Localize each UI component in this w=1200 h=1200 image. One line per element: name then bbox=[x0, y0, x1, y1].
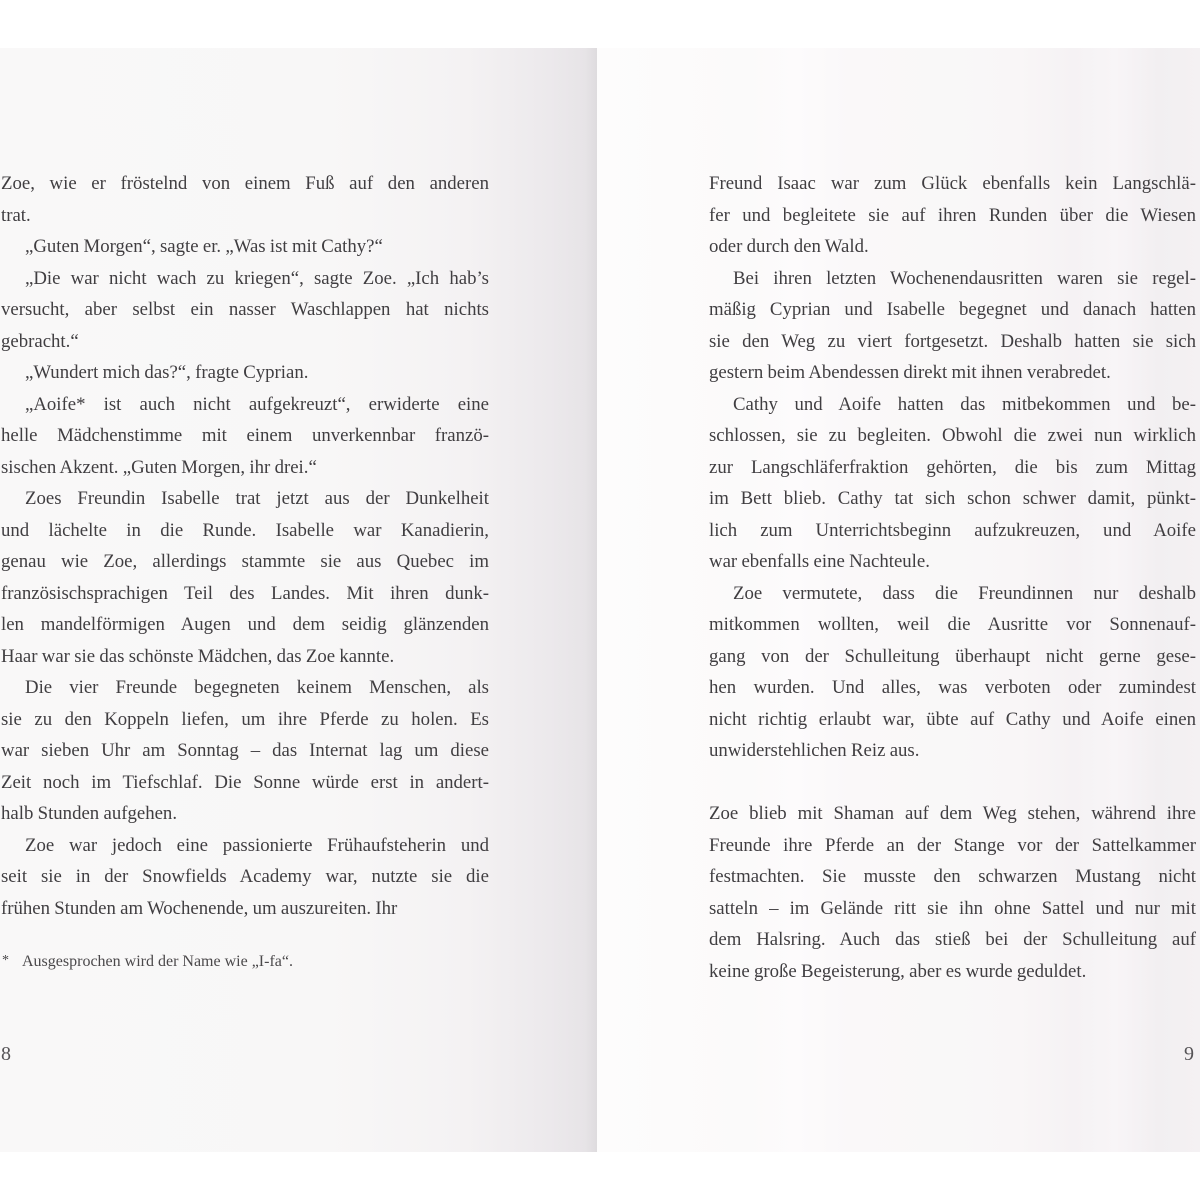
right-page bbox=[597, 48, 1200, 1152]
paragraph bbox=[1, 389, 489, 484]
text-line: „Aoife* ist auch nicht aufgekreuzt“, erwiderte eine bbox=[25, 393, 489, 415]
text-line: versucht, aber selbst ein nasser Waschlappen hat nichts bbox=[1, 299, 489, 320]
text-line: Haar war sie das schönste Mädchen, das Zoe kannte. bbox=[1, 645, 395, 667]
text-line: schlossen, sie zu begleiten. Obwohl die zwei nun wirklich bbox=[709, 425, 1196, 446]
paragraph bbox=[709, 389, 1196, 578]
paragraph bbox=[709, 168, 1196, 263]
text-line: Cathy und Aoife hatten das mitbekommen und be- bbox=[733, 393, 1196, 415]
book-spread-photo bbox=[0, 48, 1200, 1152]
paragraph bbox=[1, 830, 489, 925]
text-line: Freund Isaac war zum Glück ebenfalls kein Langschlä- bbox=[709, 173, 1196, 194]
text-line: hen wurden. Und alles, was verboten oder zumindest bbox=[709, 677, 1196, 698]
text-line: genau wie Zoe, allerdings stammte sie aus Quebec im bbox=[1, 551, 489, 572]
text-line: fer und begleitete sie auf ihren Runden über die Wiesen bbox=[709, 204, 1196, 226]
text-line: und lächelte in die Runde. Isabelle war Kanadierin, bbox=[1, 519, 489, 541]
paragraph bbox=[1, 483, 489, 672]
footnote-marker: * bbox=[2, 953, 9, 968]
text-line: oder durch den Wald. bbox=[709, 236, 869, 257]
text-line: Bei ihren letzten Wochenendausritten waren sie regel- bbox=[733, 267, 1196, 289]
text-line: sie zu den Koppeln liefen, um ihre Pferde zu holen. Es bbox=[1, 708, 489, 730]
right-page-number: 9 bbox=[1184, 1043, 1194, 1065]
paragraph bbox=[1, 263, 489, 358]
text-line: lich zum Unterrichtsbeginn aufzukreuzen, und Aoife bbox=[709, 519, 1196, 541]
text-line: halb Stunden aufgehen. bbox=[1, 803, 178, 824]
text-line: gebracht.“ bbox=[1, 330, 79, 352]
text-line: len mandelförmigen Augen und dem seidig glänzenden bbox=[1, 614, 489, 635]
text-line: Freunde ihre Pferde an der Stange vor der Sattelkammer bbox=[709, 834, 1196, 856]
text-line: zur Langschläferfraktion gehörten, die bis zum Mittag bbox=[709, 456, 1196, 478]
text-line: „Guten Morgen“, sagte er. „Was ist mit Cathy?“ bbox=[25, 236, 383, 257]
text-line: dem Halsring. Auch das stieß bei der Schulleitung auf bbox=[709, 929, 1196, 950]
text-line: im Bett blieb. Cathy tat sich schon schwer damit, pünkt- bbox=[709, 488, 1196, 509]
text-line: sischen Akzent. „Guten Morgen, ihr drei.“ bbox=[1, 456, 317, 478]
paragraph bbox=[1, 357, 489, 389]
text-line: gang von der Schulleitung überhaupt nicht gerne gese- bbox=[709, 645, 1196, 667]
text-line: nicht richtig erlaubt war, übte auf Cathy und Aoife einen bbox=[709, 708, 1196, 730]
right-page-text bbox=[709, 168, 1196, 987]
text-line: „Die war nicht wach zu kriegen“, sagte Zoe. „Ich hab’s bbox=[25, 267, 489, 289]
text-line: satteln – im Gelände ritt sie ihn ohne Sattel und nur mit bbox=[709, 897, 1196, 919]
left-page bbox=[0, 48, 597, 1152]
text-line: mäßig Cyprian und Isabelle begegnet und danach hatten bbox=[709, 299, 1196, 320]
text-line: Zoe war jedoch eine passionierte Frühaufsteherin und bbox=[25, 834, 489, 856]
text-line: unwiderstehlichen Reiz aus. bbox=[709, 740, 920, 761]
text-line: trat. bbox=[1, 204, 31, 226]
text-line: gestern beim Abendessen direkt mit ihnen verabredet. bbox=[709, 362, 1111, 383]
text-line: französischsprachigen Teil des Landes. Mit ihren dunk- bbox=[1, 582, 489, 604]
text-line: festmachten. Sie musste den schwarzen Mustang nicht bbox=[709, 866, 1196, 887]
paragraph bbox=[709, 798, 1196, 987]
text-line: frühen Stunden am Wochenende, um auszureiten. Ihr bbox=[1, 897, 398, 919]
text-line: war ebenfalls eine Nachteule. bbox=[709, 551, 930, 572]
text-line: Zoes Freundin Isabelle trat jetzt aus der Dunkelheit bbox=[25, 488, 489, 509]
text-line: Zeit noch im Tiefschlaf. Die Sonne würde erst in andert- bbox=[1, 771, 489, 793]
text-line: war sieben Uhr am Sonntag – das Internat lag um diese bbox=[1, 740, 489, 761]
text-line: helle Mädchenstimme mit einem unverkennbar franzö- bbox=[1, 425, 489, 446]
text-line: sie den Weg zu viert fortgesetzt. Deshalb hatten sie sich bbox=[709, 330, 1196, 352]
footnote-text: Ausgesprochen wird der Name wie „I-fa“. bbox=[22, 953, 293, 970]
text-line: mitkommen wollten, weil die Ausritte vor Sonnenauf- bbox=[709, 614, 1196, 635]
paragraph bbox=[1, 231, 489, 263]
paragraph bbox=[709, 578, 1196, 767]
left-page-number: 8 bbox=[1, 1043, 11, 1065]
paragraph bbox=[1, 672, 489, 830]
text-line: „Wundert mich das?“, fragte Cyprian. bbox=[25, 362, 309, 383]
footnote bbox=[2, 953, 472, 971]
text-line: seit sie in der Snowfields Academy war, nutzte sie die bbox=[1, 866, 489, 887]
left-page-text bbox=[1, 168, 489, 924]
paragraph bbox=[709, 263, 1196, 389]
paragraph bbox=[1, 168, 489, 231]
text-line: Zoe blieb mit Shaman auf dem Weg stehen, während ihre bbox=[709, 803, 1196, 824]
text-line: keine große Begeisterung, aber es wurde geduldet. bbox=[709, 960, 1087, 982]
text-line: Die vier Freunde begegneten keinem Menschen, als bbox=[25, 677, 489, 698]
text-line: Zoe, wie er fröstelnd von einem Fuß auf den anderen bbox=[1, 173, 489, 194]
text-line: Zoe vermutete, dass die Freundinnen nur deshalb bbox=[733, 582, 1196, 604]
